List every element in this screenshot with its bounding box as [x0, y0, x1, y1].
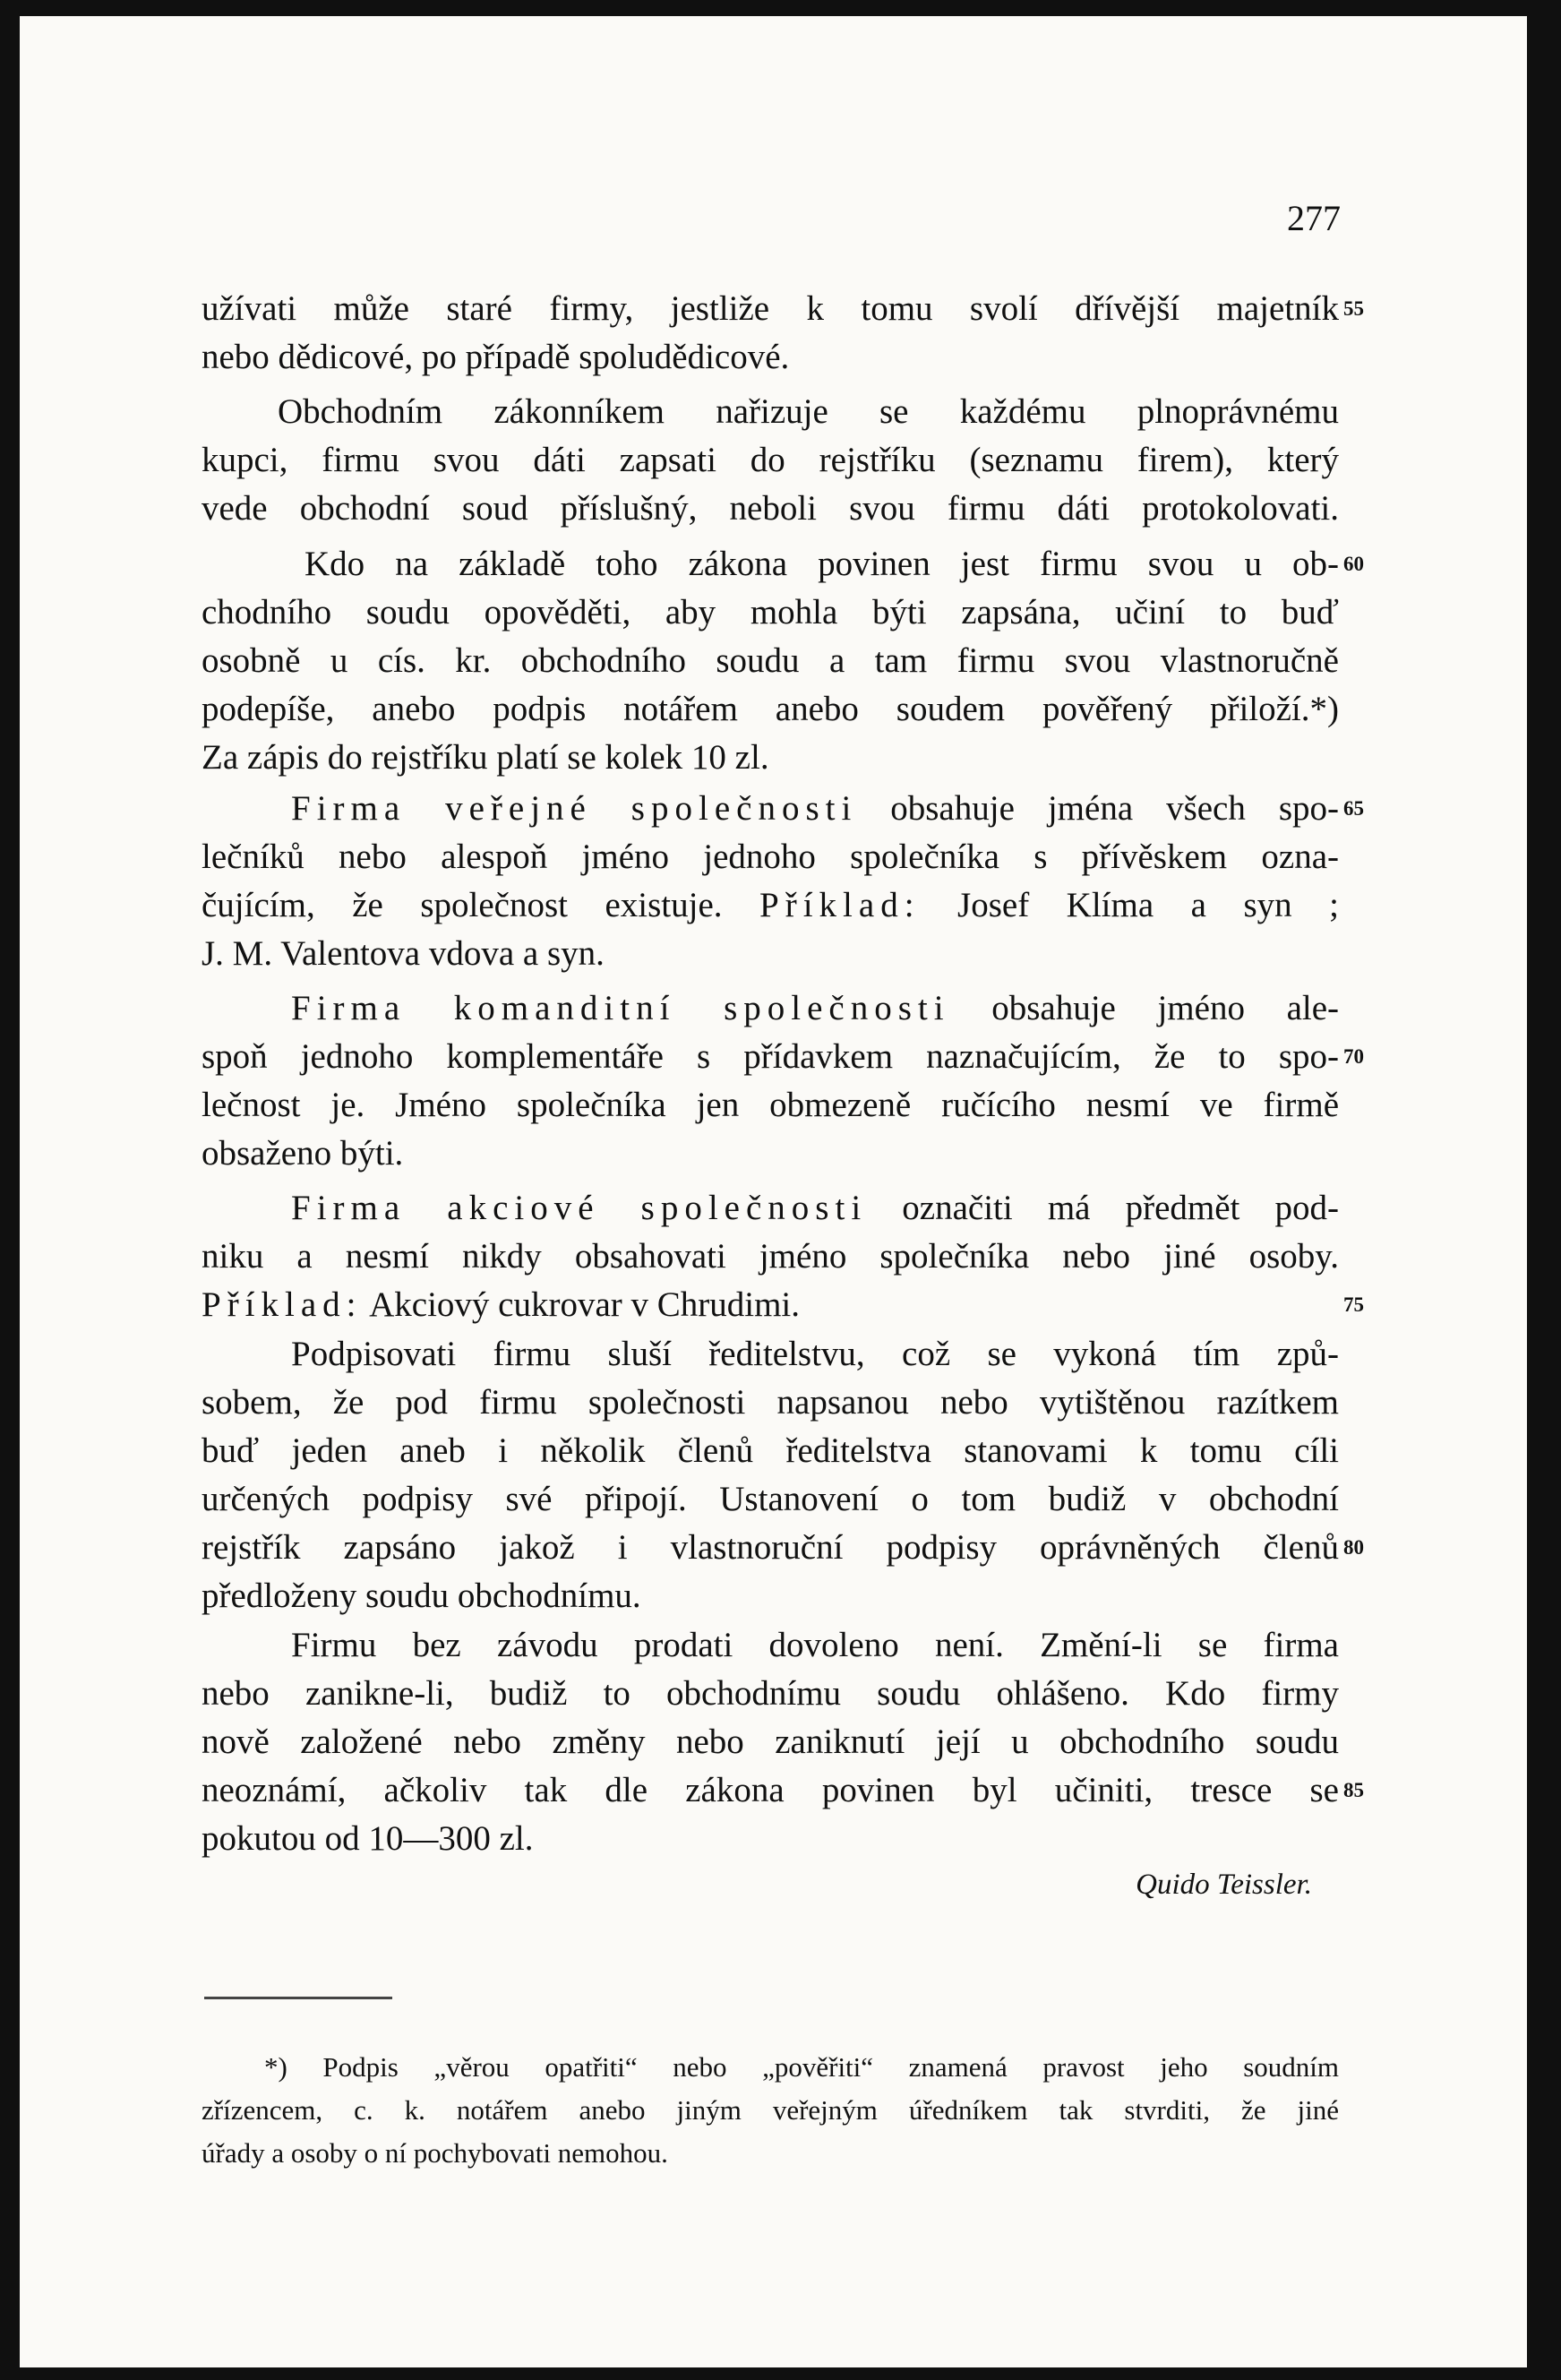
text-line: Kdo na základě toho zákona povinen jest firmu svou u ob-: [304, 545, 1339, 583]
text-line: vede obchodní soud příslušný, neboli svou firmu dáti protokolovati.: [202, 489, 1339, 528]
text-fragment: Josef Klíma a syn ;: [957, 886, 1339, 924]
text-line: předloženy soudu obchodnímu.: [202, 1577, 641, 1615]
text-line: pokutou od 10—300 zl.: [202, 1819, 534, 1858]
text-line: podepíše, anebo podpis notářem anebo soudem pověřený přiloží.*): [202, 690, 1339, 728]
text-line: nově založené nebo změny nebo zaniknutí její u obchodního soudu: [202, 1723, 1339, 1761]
text-fragment: obsahuje jméno ale-: [991, 989, 1340, 1027]
text-line: Obchodním zákonníkem nařizuje se každému plnoprávnému: [278, 392, 1339, 431]
spaced-term: Firma akciové společnosti: [291, 1189, 868, 1227]
text-line-composite: [202, 881, 1339, 930]
page-number: 277: [1287, 198, 1341, 238]
text-line: obsaženo býti.: [202, 1134, 404, 1173]
footnote-rule: [204, 1997, 392, 1999]
text-line: Podpisovati firmu sluší ředitelstvu, což se vykoná tím způ-: [291, 1335, 1339, 1373]
text-line: nebo dědicové, po případě spoludědicové.: [202, 338, 790, 376]
text-line: Za zápis do rejstříku platí se kolek 10 zl.: [202, 738, 769, 777]
margin-line-number: 75: [1343, 1293, 1364, 1316]
text-line: J. M. Valentova vdova a syn.: [202, 934, 605, 973]
spaced-term: Firma veřejné společnosti: [291, 789, 858, 828]
margin-line-number: 70: [1343, 1045, 1364, 1068]
text-line-composite: [291, 1184, 1339, 1233]
text-line: určených podpisy své připojí. Ustanovení o tom budiž v obchodní: [202, 1480, 1339, 1518]
spaced-term: Příklad:: [202, 1285, 363, 1324]
text-line: lečnost je. Jméno společníka jen obmezeně ručícího nesmí ve firmě: [202, 1086, 1339, 1124]
text-fragment: čujícím, že společnost existuje.: [202, 886, 723, 924]
text-line: chodního soudu opověděti, aby mohla býti zapsána, učiní to buď: [202, 593, 1339, 632]
margin-line-number: 60: [1343, 553, 1364, 575]
text-line: lečníků nebo alespoň jméno jednoho společníka s přívěskem ozna-: [202, 838, 1339, 876]
author-signature: Quido Teissler.: [1136, 1869, 1312, 1901]
footnote-line: úřady a osoby o ní pochybovati nemohou.: [202, 2137, 668, 2169]
text-line: rejstřík zapsáno jakož i vlastnoruční podpisy oprávněných členů: [202, 1528, 1339, 1567]
text-line: Firmu bez závodu prodati dovoleno není. Změní-li se firma: [291, 1626, 1339, 1664]
margin-line-number: 55: [1343, 297, 1364, 320]
text-line: buď jeden aneb i několik členů ředitelstva stanovami k tomu cíli: [202, 1431, 1339, 1470]
text-fragment: označiti má předmět pod-: [902, 1189, 1339, 1227]
text-line: neoznámí, ačkoliv tak dle zákona povinen byl učiniti, tresce se: [202, 1771, 1339, 1809]
margin-line-number: 65: [1343, 797, 1364, 820]
spaced-term: Firma komanditní společnosti: [291, 989, 950, 1027]
footnote-line: zřízencem, c. k. notářem anebo jiným veřejným úředníkem tak stvrditi, že jiné: [202, 2094, 1339, 2126]
margin-line-number: 80: [1343, 1536, 1364, 1559]
text-line: užívati může staré firmy, jestliže k tomu svolí dřívější majetník: [202, 289, 1339, 328]
text-line: kupci, firmu svou dáti zapsati do rejstříku (seznamu firem), který: [202, 441, 1339, 479]
text-line: nebo zanikne-li, budiž to obchodnímu soudu ohlášeno. Kdo firmy: [202, 1674, 1339, 1713]
spaced-term: Příklad:: [759, 886, 921, 924]
text-line: osobně u cís. kr. obchodního soudu a tam firmu svou vlastnoručně: [202, 641, 1339, 680]
text-line-composite: [291, 785, 1339, 833]
text-fragment: Akciový cukrovar v Chrudimi.: [369, 1285, 801, 1324]
text-line: sobem, že pod firmu společnosti napsanou nebo vytištěnou razítkem: [202, 1383, 1339, 1422]
margin-line-number: 85: [1343, 1779, 1364, 1801]
footnote-line: *) Podpis „věrou opatřiti“ nebo „pověřiti“ znamená pravost jeho soudním: [264, 2051, 1339, 2083]
text-line: spoň jednoho komplementáře s přídavkem naznačujícím, že to spo-: [202, 1037, 1339, 1076]
text-line-composite: [202, 1281, 1339, 1329]
text-line: niku a nesmí nikdy obsahovati jméno společníka nebo jiné osoby.: [202, 1237, 1339, 1276]
text-fragment: obsahuje jména všech spo-: [890, 789, 1339, 828]
text-line-composite: [291, 984, 1339, 1033]
